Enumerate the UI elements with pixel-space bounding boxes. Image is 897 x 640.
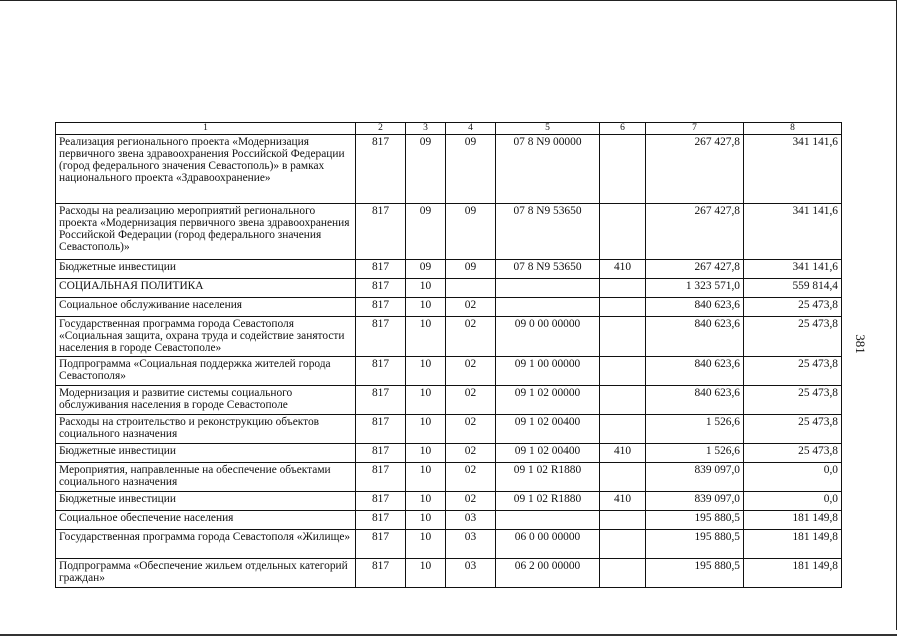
- row-col3: 10: [406, 357, 446, 386]
- row-col8: 0,0: [744, 492, 842, 511]
- column-header: 2: [356, 123, 406, 135]
- row-col4: 03: [446, 511, 496, 530]
- row-col7: 267 427,8: [646, 260, 744, 279]
- row-col5: 07 8 N9 53650: [496, 204, 600, 260]
- row-col7: 839 097,0: [646, 492, 744, 511]
- row-col4: 02: [446, 492, 496, 511]
- row-col7: 839 097,0: [646, 463, 744, 492]
- row-col2: 817: [356, 298, 406, 317]
- scan-top-edge: [0, 0, 897, 1]
- row-col8: 181 149,8: [744, 559, 842, 588]
- row-col3: 10: [406, 530, 446, 559]
- row-col3: 10: [406, 386, 446, 415]
- row-col7: 267 427,8: [646, 135, 744, 204]
- column-header: 3: [406, 123, 446, 135]
- scan-bottom-edge: [0, 634, 897, 636]
- row-name: Бюджетные инвестиции: [56, 260, 356, 279]
- row-col2: 817: [356, 317, 406, 357]
- row-col5: 06 0 00 00000: [496, 530, 600, 559]
- row-col6: [600, 511, 646, 530]
- row-col5: 07 8 N9 00000: [496, 135, 600, 204]
- row-col5: 09 1 02 R1880: [496, 463, 600, 492]
- row-col8: 559 814,4: [744, 279, 842, 298]
- row-col5: 07 8 N9 53650: [496, 260, 600, 279]
- row-col2: 817: [356, 357, 406, 386]
- row-col8: 341 141,6: [744, 135, 842, 204]
- row-col7: 840 623,6: [646, 317, 744, 357]
- row-col7: 840 623,6: [646, 357, 744, 386]
- row-col7: 195 880,5: [646, 559, 744, 588]
- table-row: [56, 463, 842, 492]
- table-row: [56, 492, 842, 511]
- row-col3: 10: [406, 444, 446, 463]
- row-name: Реализация регионального проекта «Модернизация первичного звена здравоохранения Российской Федерации (город федерального значения Севастополь)» в рамках национального проекта «Здравоохранение»: [56, 135, 356, 204]
- row-col4: 02: [446, 386, 496, 415]
- row-name: Социальное обслуживание населения: [56, 298, 356, 317]
- row-col2: 817: [356, 386, 406, 415]
- row-col2: 817: [356, 492, 406, 511]
- row-col5: [496, 511, 600, 530]
- row-col2: 817: [356, 204, 406, 260]
- table-body: [56, 135, 842, 588]
- table-row: [56, 415, 842, 444]
- row-col7: 840 623,6: [646, 298, 744, 317]
- row-name: Государственная программа города Севастополя «Социальная защита, охрана труда и содействие занятости населения в городе Севастополе»: [56, 317, 356, 357]
- row-col8: 25 473,8: [744, 444, 842, 463]
- row-name: Бюджетные инвестиции: [56, 492, 356, 511]
- row-col8: 25 473,8: [744, 357, 842, 386]
- table-row: [56, 511, 842, 530]
- row-name: Модернизация и развитие системы социального обслуживания населения в городе Севастополе: [56, 386, 356, 415]
- row-col5: 09 1 02 00400: [496, 415, 600, 444]
- row-col6: [600, 204, 646, 260]
- row-col3: 10: [406, 511, 446, 530]
- row-col8: 25 473,8: [744, 317, 842, 357]
- row-col7: 267 427,8: [646, 204, 744, 260]
- row-col5: [496, 279, 600, 298]
- row-col2: 817: [356, 279, 406, 298]
- row-col4: 09: [446, 135, 496, 204]
- table-row: [56, 279, 842, 298]
- row-col5: 09 1 02 00000: [496, 386, 600, 415]
- row-name: Подпрограмма «Социальная поддержка жителей города Севастополя»: [56, 357, 356, 386]
- row-col4: 02: [446, 298, 496, 317]
- table-row: [56, 260, 842, 279]
- row-name: СОЦИАЛЬНАЯ ПОЛИТИКА: [56, 279, 356, 298]
- row-col5: 09 1 00 00000: [496, 357, 600, 386]
- column-header: 5: [496, 123, 600, 135]
- table-row: [56, 317, 842, 357]
- row-name: Мероприятия, направленные на обеспечение объектами социального назначения: [56, 463, 356, 492]
- row-col3: 10: [406, 415, 446, 444]
- row-name: Бюджетные инвестиции: [56, 444, 356, 463]
- table-row: [56, 204, 842, 260]
- row-col3: 09: [406, 260, 446, 279]
- row-col4: 09: [446, 204, 496, 260]
- table-row: [56, 444, 842, 463]
- row-name: Подпрограмма «Обеспечение жильем отдельных категорий граждан»: [56, 559, 356, 588]
- column-header: 1: [56, 123, 356, 135]
- row-col4: 03: [446, 530, 496, 559]
- row-col3: 09: [406, 135, 446, 204]
- row-col2: 817: [356, 260, 406, 279]
- table-row: [56, 386, 842, 415]
- row-name: Социальное обеспечение населения: [56, 511, 356, 530]
- table-row: [56, 357, 842, 386]
- row-col8: 0,0: [744, 463, 842, 492]
- row-col4: 02: [446, 357, 496, 386]
- row-col7: 195 880,5: [646, 511, 744, 530]
- row-col2: 817: [356, 511, 406, 530]
- row-col6: 410: [600, 492, 646, 511]
- table-row: [56, 559, 842, 588]
- row-col8: 341 141,6: [744, 204, 842, 260]
- row-col5: 09 1 02 R1880: [496, 492, 600, 511]
- row-col4: 02: [446, 317, 496, 357]
- column-header: 7: [646, 123, 744, 135]
- table-row: [56, 298, 842, 317]
- row-name: Расходы на реализацию мероприятий регионального проекта «Модернизация первичного звена здравоохранения Российской Федерации (город федерального значения Севастополь)»: [56, 204, 356, 260]
- row-col8: 25 473,8: [744, 415, 842, 444]
- row-col6: [600, 317, 646, 357]
- row-col8: 341 141,6: [744, 260, 842, 279]
- row-col7: 1 323 571,0: [646, 279, 744, 298]
- row-col6: [600, 463, 646, 492]
- row-col7: 195 880,5: [646, 530, 744, 559]
- row-col8: 181 149,8: [744, 530, 842, 559]
- row-col3: 10: [406, 559, 446, 588]
- row-col6: 410: [600, 260, 646, 279]
- row-col6: 410: [600, 444, 646, 463]
- column-header: 8: [744, 123, 842, 135]
- row-col6: [600, 530, 646, 559]
- row-col5: 06 2 00 00000: [496, 559, 600, 588]
- row-col6: [600, 559, 646, 588]
- row-col2: 817: [356, 530, 406, 559]
- row-col2: 817: [356, 415, 406, 444]
- row-col6: [600, 298, 646, 317]
- row-col7: 1 526,6: [646, 444, 744, 463]
- row-col8: 181 149,8: [744, 511, 842, 530]
- row-col5: 09 0 00 00000: [496, 317, 600, 357]
- row-col7: 1 526,6: [646, 415, 744, 444]
- table-row: [56, 135, 842, 204]
- row-col8: 25 473,8: [744, 298, 842, 317]
- row-col4: 02: [446, 415, 496, 444]
- row-col6: [600, 386, 646, 415]
- row-name: Расходы на строительство и реконструкцию объектов социального назначения: [56, 415, 356, 444]
- row-col6: [600, 357, 646, 386]
- row-col3: 10: [406, 298, 446, 317]
- column-number-row: [56, 123, 842, 135]
- column-header: 4: [446, 123, 496, 135]
- row-col6: [600, 279, 646, 298]
- row-col8: 25 473,8: [744, 386, 842, 415]
- row-col6: [600, 135, 646, 204]
- row-col4: 02: [446, 463, 496, 492]
- budget-table: [55, 122, 842, 588]
- row-col3: 10: [406, 492, 446, 511]
- table-row: [56, 530, 842, 559]
- row-col4: 02: [446, 444, 496, 463]
- row-name: Государственная программа города Севастополя «Жилище»: [56, 530, 356, 559]
- row-col2: 817: [356, 559, 406, 588]
- column-header: 6: [600, 123, 646, 135]
- row-col2: 817: [356, 135, 406, 204]
- row-col3: 09: [406, 204, 446, 260]
- row-col4: 09: [446, 260, 496, 279]
- row-col4: 03: [446, 559, 496, 588]
- row-col2: 817: [356, 444, 406, 463]
- row-col4: [446, 279, 496, 298]
- row-col2: 817: [356, 463, 406, 492]
- page-number: 381: [852, 334, 868, 354]
- row-col3: 10: [406, 279, 446, 298]
- row-col3: 10: [406, 463, 446, 492]
- row-col3: 10: [406, 317, 446, 357]
- row-col7: 840 623,6: [646, 386, 744, 415]
- row-col5: [496, 298, 600, 317]
- row-col5: 09 1 02 00400: [496, 444, 600, 463]
- row-col6: [600, 415, 646, 444]
